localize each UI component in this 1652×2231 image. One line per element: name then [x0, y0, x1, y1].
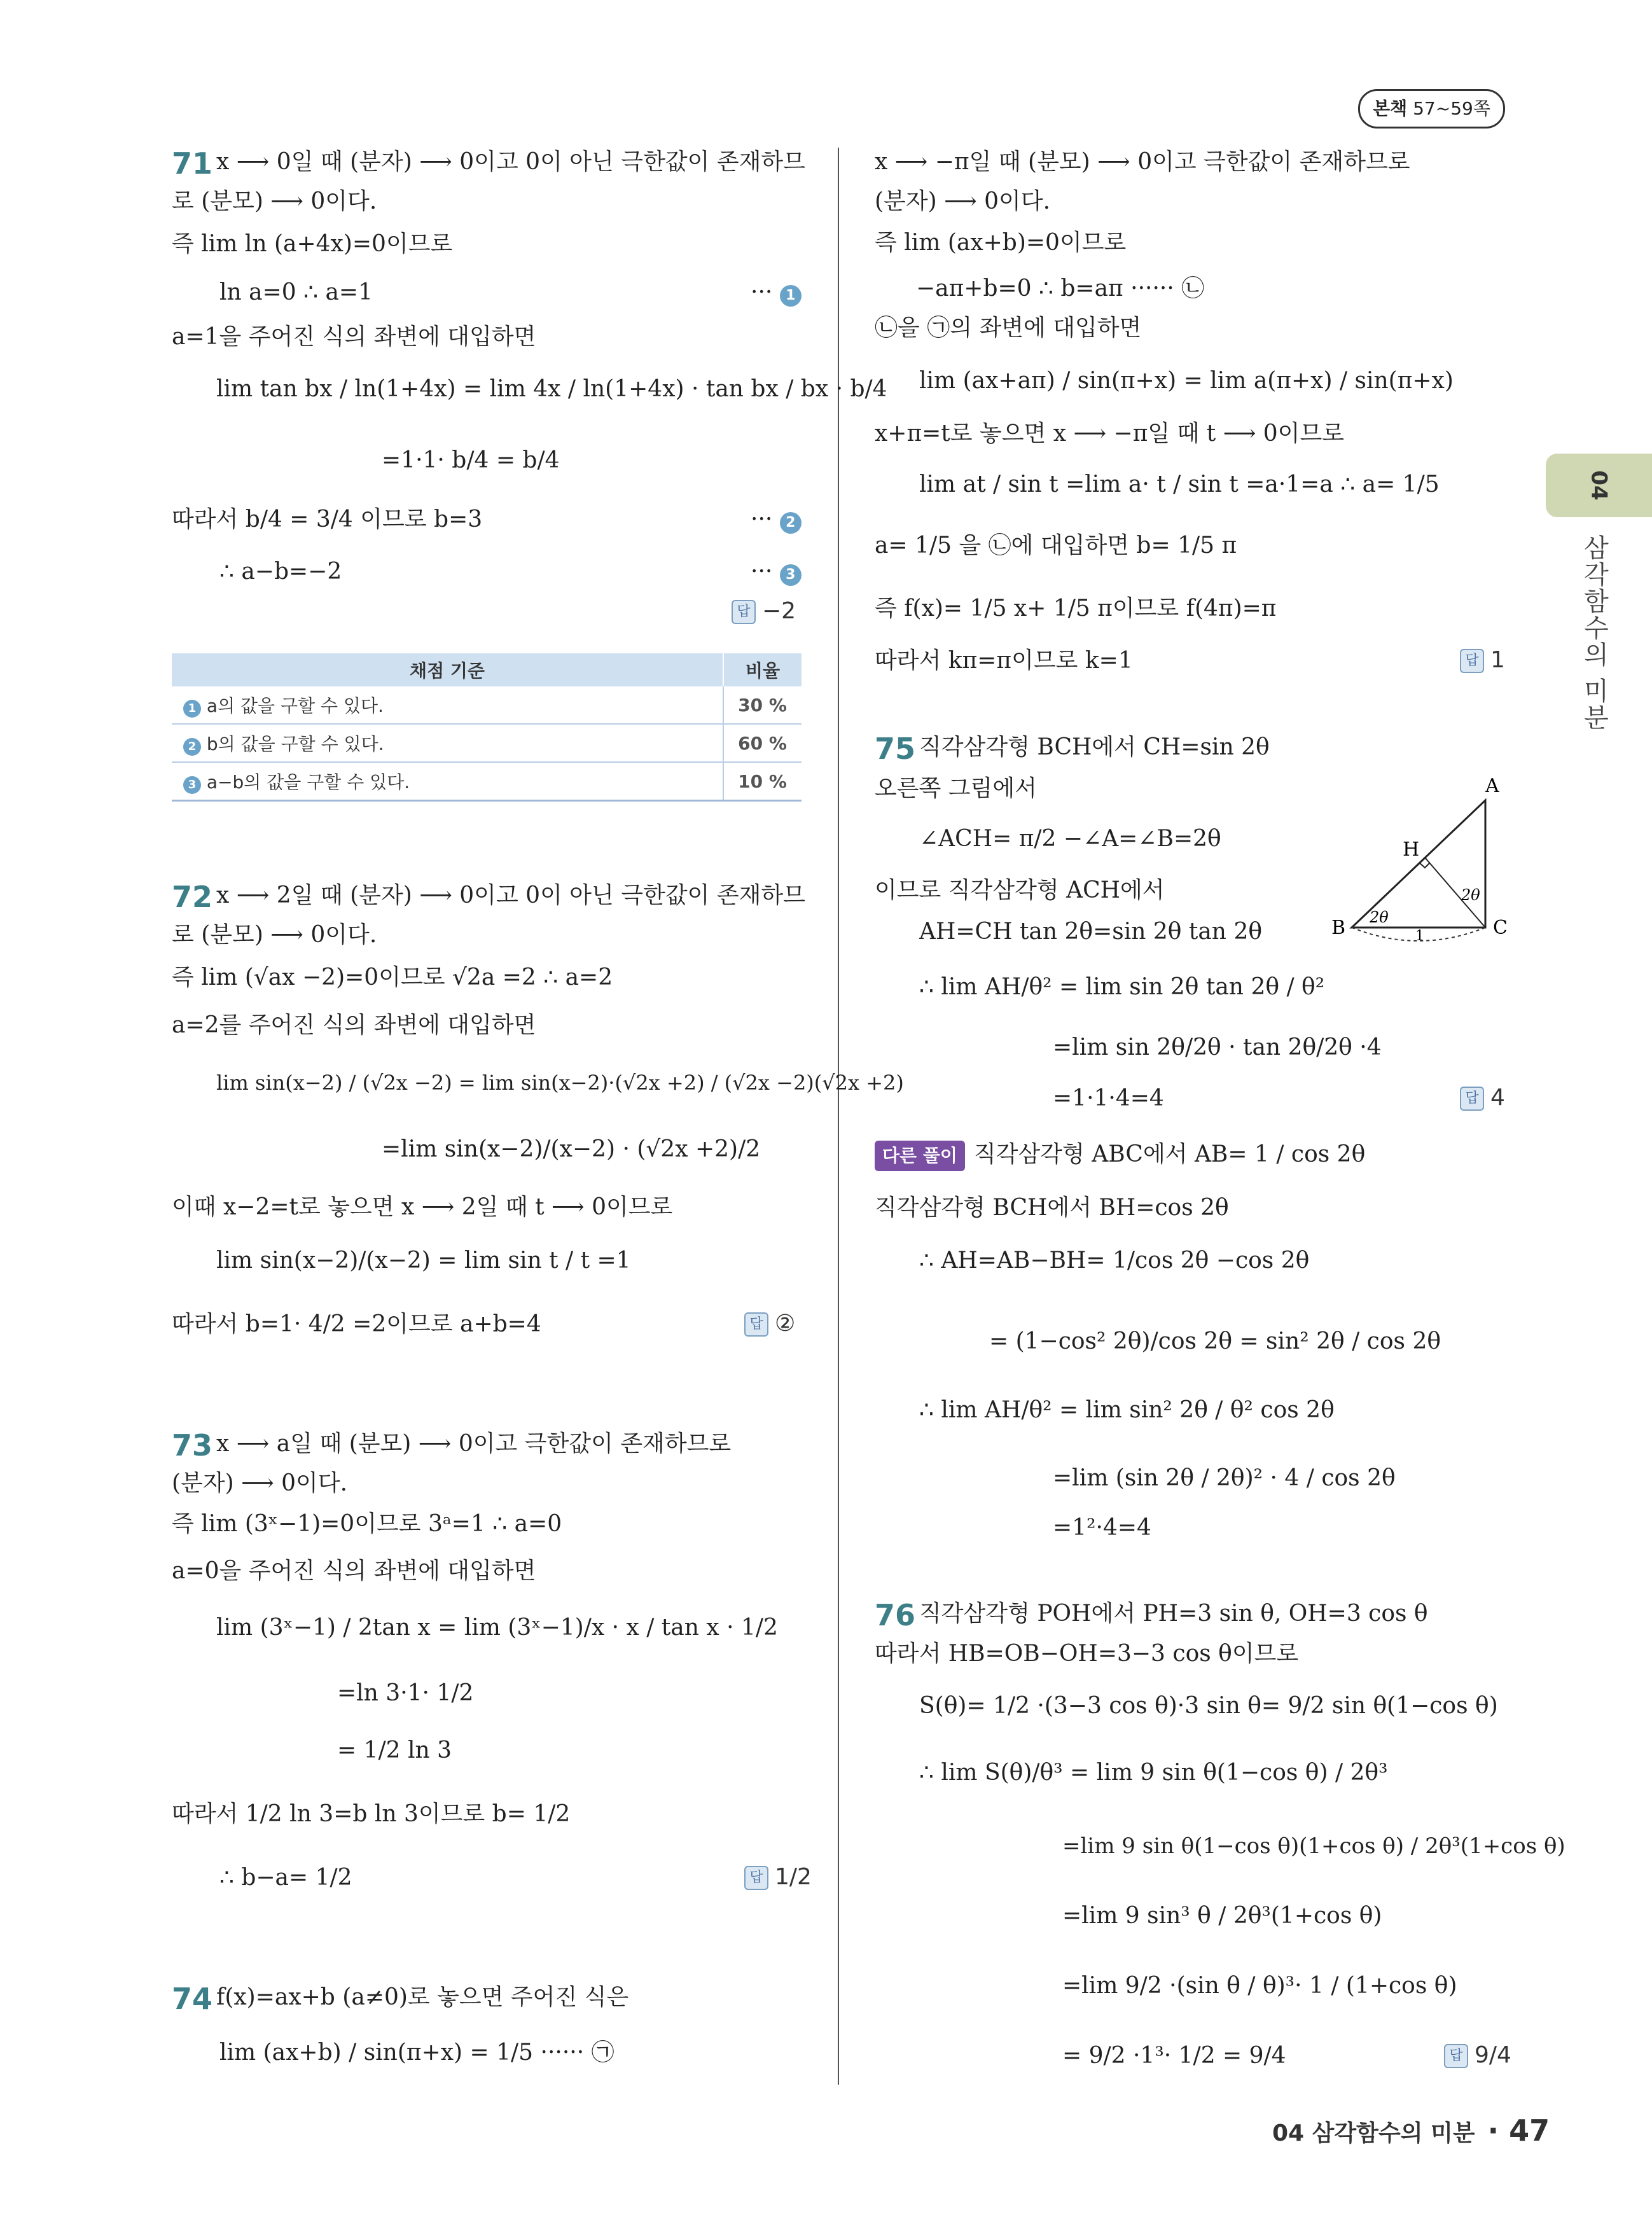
grading-criteria-cell [172, 762, 723, 801]
solution-line: 이므로 직각삼각형 ACH에서 [875, 877, 1165, 903]
solution-line: 직각삼각형 BCH에서 BH=cos 2θ [875, 1195, 1229, 1221]
solution-line: 직각삼각형 POH에서 PH=3 sin θ, OH=3 cos θ [919, 1601, 1428, 1627]
solution-line: x ⟶ 2일 때 (분자) ⟶ 0이고 0이 아닌 극한값이 존재하므 [216, 882, 805, 908]
solution-line: 이때 x−2=t로 놓으면 x ⟶ 2일 때 t ⟶ 0이므로 [172, 1194, 673, 1220]
answer-value: 9/4 [1475, 2042, 1511, 2068]
chapter-tab [1546, 454, 1652, 517]
math-expression: lim at / sin t =lim a· t / sin t =a·1=a ∴ a= 1/5 [919, 471, 1440, 497]
math-expression: ∴ lim AH/θ² = lim sin² 2θ / θ² cos 2θ [919, 1397, 1335, 1423]
solution-line: ∴ a−b=−2 [219, 559, 342, 585]
answer-icon: 답 [732, 600, 756, 624]
math-expression: lim (ax+b) / sin(π+x) = 1/5 ······ ㉠ [219, 2040, 614, 2066]
page-reference-badge [1358, 89, 1505, 129]
math-expression: = 1/2 ln 3 [337, 1737, 452, 1763]
solution-line: 따라서 1/2 ln 3=b ln 3이므로 b= 1/2 [172, 1801, 571, 1827]
math-expression: =lim 9/2 ·(sin θ / θ)³· 1 / (1+cos θ) [1062, 1973, 1457, 1999]
solution-line: 오른쪽 그림에서 [875, 775, 1037, 802]
answer-icon: 답 [744, 1866, 768, 1890]
grading-criteria-cell [172, 724, 723, 762]
table-row [172, 762, 802, 801]
page-number: · 47 [1487, 2113, 1550, 2148]
answer-value: 1 [1490, 647, 1505, 673]
badge-label: 본책 [1373, 98, 1408, 119]
table-row [172, 686, 802, 724]
step-marker-3: 3 [780, 564, 802, 586]
label-b: B [1331, 917, 1346, 939]
math-expression: =lim 9 sin³ θ / 2θ³(1+cos θ) [1062, 1903, 1382, 1929]
answer-value: −2 [762, 598, 796, 624]
solution-line: 따라서 HB=OB−OH=3−3 cos θ이므로 [875, 1641, 1299, 1667]
math-expression: =lim sin 2θ/2θ · tan 2θ/2θ ·4 [1053, 1034, 1382, 1060]
base-length-label: 1 [1415, 928, 1424, 944]
problem-number: 75 [875, 732, 916, 766]
solution-line: ln a=0 ∴ a=1 [219, 279, 373, 305]
solution-line: 즉 lim (√ax −2)=0이므로 √2a =2 ∴ a=2 [172, 964, 613, 990]
solution-line: −aπ+b=0 ∴ b=aπ ······ ㉡ [916, 275, 1205, 302]
answer [744, 1310, 795, 1337]
answer [1460, 647, 1505, 673]
step-marker-3: 3 [183, 776, 201, 794]
problem-number: 73 [172, 1428, 213, 1463]
answer-value: 1/2 [775, 1864, 812, 1890]
alternative-solution-line [875, 1141, 1365, 1171]
answer-icon: 답 [1444, 2044, 1468, 2068]
problem-number: 76 [875, 1598, 916, 1632]
criteria-text: a−b의 값을 구할 수 있다. [206, 772, 410, 793]
solution-line: 즉 f(x)= 1/5 x+ 1/5 π이므로 f(4π)=π [875, 595, 1277, 622]
solution-line: (분자) ⟶ 0이다. [172, 1470, 348, 1496]
answer-value: ② [775, 1310, 796, 1337]
solution-line: 직각삼각형 ABC에서 AB= 1 / cos 2θ [973, 1141, 1366, 1167]
label-a: A [1485, 775, 1499, 797]
solution-line: ㉡을 ㉠의 좌변에 대입하면 [875, 315, 1142, 341]
answer [744, 1864, 812, 1890]
step-marker: ··· 3 [751, 558, 802, 586]
step-marker-2: 2 [780, 512, 802, 534]
math-expression: =lim 9 sin θ(1−cos θ)(1+cos θ) / 2θ³(1+cos θ) [1062, 1833, 1565, 1859]
solution-line: a=2를 주어진 식의 좌변에 대입하면 [172, 1012, 536, 1038]
solution-line: f(x)=ax+b (a≠0)로 놓으면 주어진 식은 [216, 1984, 629, 2010]
grading-header-criteria: 채점 기준 [172, 653, 723, 686]
label-c: C [1493, 917, 1508, 939]
answer [1460, 1085, 1505, 1111]
step-marker: ··· 2 [751, 506, 802, 534]
math-expression: ∠ACH= π/2 −∠A=∠B=2θ [919, 826, 1221, 852]
grading-ratio-cell: 60 % [723, 724, 802, 762]
label-h: H [1403, 838, 1420, 861]
math-expression: ∴ lim AH/θ² = lim sin 2θ tan 2θ / θ² [919, 974, 1325, 1000]
solution-line: 즉 lim (ax+b)=0이므로 [875, 230, 1127, 256]
solution-line: x ⟶ a일 때 (분모) ⟶ 0이고 극한값이 존재하므로 [216, 1431, 732, 1457]
math-expression: lim sin(x−2) / (√2x −2) = lim sin(x−2)·(√2x +2) / (√2x −2)(√2x +2) [216, 1071, 904, 1095]
math-expression: =ln 3·1· 1/2 [337, 1680, 474, 1706]
math-expression: S(θ)= 1/2 ·(3−3 cos θ)·3 sin θ= 9/2 sin θ(1−cos θ) [919, 1693, 1498, 1719]
solution-line: 따라서 kπ=π이므로 k=1 [875, 648, 1133, 674]
solution-line: 즉 lim ln (a+4x)=0이므로 [172, 231, 453, 257]
problem-number: 71 [172, 146, 213, 181]
math-expression: =1²·4=4 [1053, 1515, 1151, 1541]
solution-line: 직각삼각형 BCH에서 CH=sin 2θ [919, 734, 1270, 760]
solution-line: a= 1/5 을 ㉡에 대입하면 b= 1/5 π [875, 532, 1237, 559]
answer-icon: 답 [1460, 649, 1484, 673]
table-row [172, 724, 802, 762]
grading-table [172, 653, 802, 802]
triangle-figure [1326, 770, 1530, 954]
math-expression: = 9/2 ·1³· 1/2 = 9/4 [1062, 2043, 1286, 2069]
problem-number: 72 [172, 880, 213, 914]
solution-line: 즉 lim (3ˣ−1)=0이므로 3ᵃ=1 ∴ a=0 [172, 1511, 562, 1537]
chapter-number: 04 [1586, 470, 1612, 501]
math-expression: lim (3ˣ−1) / 2tan x = lim (3ˣ−1)/x · x / tan x · 1/2 [216, 1615, 778, 1641]
math-expression: =1·1· b/4 = b/4 [382, 447, 560, 473]
solution-line: 따라서 b=1· 4/2 =2이므로 a+b=4 [172, 1311, 541, 1337]
grading-ratio-cell: 30 % [723, 686, 802, 724]
math-expression: = (1−cos² 2θ)/cos 2θ = sin² 2θ / cos 2θ [989, 1328, 1441, 1354]
step-marker-1: 1 [780, 285, 802, 307]
math-expression: ∴ lim S(θ)/θ³ = lim 9 sin θ(1−cos θ) / 2θ³ [919, 1760, 1388, 1786]
problem-number: 74 [172, 1982, 213, 2016]
math-expression: ∴ AH=AB−BH= 1/cos 2θ −cos 2θ [919, 1248, 1310, 1274]
solution-line: x+π=t로 놓으면 x ⟶ −π일 때 t ⟶ 0이므로 [875, 420, 1345, 447]
column-divider [838, 148, 839, 2085]
answer-icon: 답 [744, 1312, 768, 1337]
angle-c-label: 2θ [1461, 886, 1480, 904]
grading-ratio-cell: 10 % [723, 762, 802, 801]
step-marker-2: 2 [183, 738, 201, 756]
solution-line: x ⟶ −π일 때 (분모) ⟶ 0이고 극한값이 존재하므로 [875, 149, 1410, 175]
solution-line: 로 (분모) ⟶ 0이다. [172, 188, 377, 214]
grading-header-row [172, 653, 802, 686]
criteria-text: a의 값을 구할 수 있다. [206, 695, 384, 716]
solution-line: ∴ b−a= 1/2 [219, 1865, 352, 1891]
angle-b-label: 2θ [1370, 908, 1389, 926]
right-angle-mark-h [1419, 863, 1430, 868]
answer-value: 4 [1490, 1085, 1505, 1111]
step-marker: ··· 1 [751, 279, 802, 307]
math-expression: lim (ax+aπ) / sin(π+x) = lim a(π+x) / sin(π+x) [919, 368, 1454, 394]
solution-line: a=0을 주어진 식의 좌변에 대입하면 [172, 1558, 536, 1584]
solution-line: (분자) ⟶ 0이다. [875, 188, 1051, 214]
math-expression: =lim (sin 2θ / 2θ)² · 4 / cos 2θ [1053, 1465, 1396, 1491]
math-expression: =lim sin(x−2)/(x−2) · (√2x +2)/2 [382, 1136, 761, 1162]
grading-header-ratio: 비율 [723, 653, 802, 686]
alternative-solution-label: 다른 풀이 [875, 1141, 965, 1171]
chapter-side-title: 삼각함수의 미분 [1579, 534, 1609, 731]
solution-line: a=1을 주어진 식의 좌변에 대입하면 [172, 324, 536, 350]
answer [1444, 2042, 1511, 2068]
step-marker-1: 1 [183, 700, 201, 718]
math-expression: lim sin(x−2)/(x−2) = lim sin t / t =1 [216, 1248, 631, 1274]
page-footer [1272, 2113, 1550, 2148]
answer-icon: 답 [1460, 1087, 1484, 1111]
solution-line: x ⟶ 0일 때 (분자) ⟶ 0이고 0이 아닌 극한값이 존재하므 [216, 149, 805, 175]
math-expression: AH=CH tan 2θ=sin 2θ tan 2θ [919, 919, 1263, 945]
grading-criteria-cell [172, 686, 723, 724]
solution-line: 따라서 b/4 = 3/4 이므로 b=3 [172, 506, 483, 532]
criteria-text: b의 값을 구할 수 있다. [206, 733, 384, 754]
badge-pages: 57~59쪽 [1413, 98, 1490, 119]
footer-chapter-title: 04 삼각함수의 미분 [1272, 2120, 1475, 2146]
answer [732, 598, 796, 624]
math-expression: lim tan bx / ln(1+4x) = lim 4x / ln(1+4x) · tan bx / bx · b/4 [216, 376, 887, 402]
math-expression: =1·1·4=4 [1053, 1085, 1164, 1111]
solution-line: 로 (분모) ⟶ 0이다. [172, 922, 377, 948]
